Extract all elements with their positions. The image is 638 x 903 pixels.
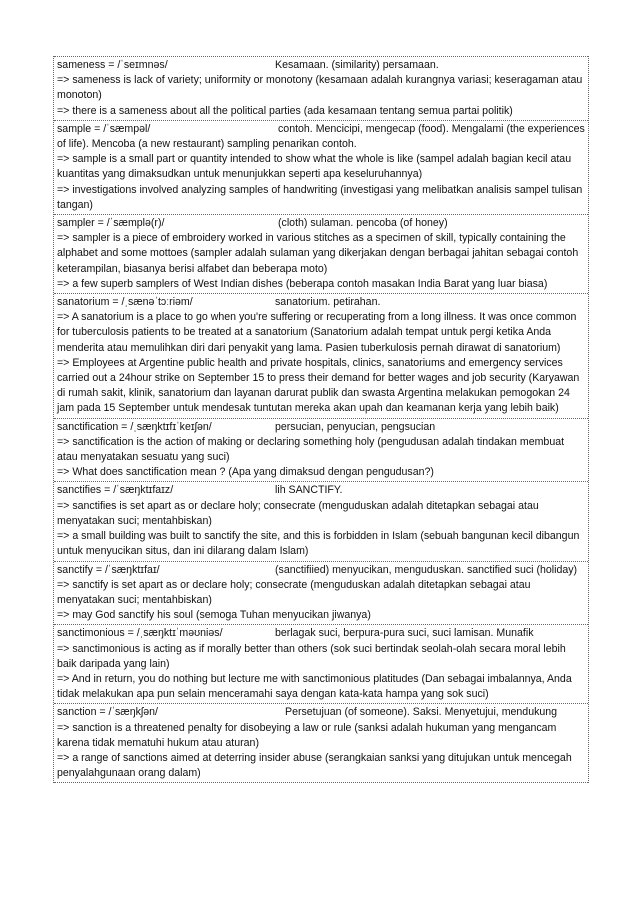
translation: sanatorium. petirahan. [275, 296, 381, 309]
example-line: => there is a sameness about all the political parties (ada kesamaan tentang semua partai politik) [57, 104, 513, 117]
headword-pronunciation: sample = /ˈsæmpəl/ [57, 122, 151, 135]
dictionary-entry [54, 703, 588, 783]
dictionary-entry [54, 56, 588, 120]
headword-pronunciation: sanctifies = /ˈsæŋktɪfaɪz/ [57, 484, 174, 497]
dictionary-entry [54, 293, 588, 418]
definition-line: => A sanatorium is a place to go when you're suffering or recuperating from a long illness. It was once common for tuberculosis patients to be treated at a sanatorium (Sanatorium adalah tempat untuk pergi ketika Anda menderita atau memulihkan diri dari penyakit yang lama. Pasien tuberkulosis pernah dirawat di sanatorium) [57, 311, 577, 354]
example-line: => Employees at Argentine public health and private hospitals, clinics, sanatoriums and emergency services carried out a 24hour strike on September 15 to press their demand for better wages and job security (Karyawan di rumah sakit, klinik, sanatorium dan layanan darurat publik dan swasta Argentina melakukan pemogokan 24 jam pada 15 September untuk mendesak tuntutan mereka akan upah dan keamanan kerja yang lebih baik) [57, 356, 580, 415]
entry-header [57, 626, 587, 641]
dictionary-entry [54, 214, 588, 293]
dictionary-entry [54, 561, 588, 625]
translation: persucian, penyucian, pengsucian [275, 420, 436, 433]
headword-pronunciation: sanctification = /ˌsæŋktɪfɪˈkeɪʃən/ [57, 420, 212, 433]
entry-header [57, 705, 587, 720]
dictionary-entry [54, 120, 588, 214]
definition-line: => sanctification is the action of making or declaring something holy (pengudusan adalah tindakan membuat atau menyatakan sesuatu yang suci) [57, 435, 565, 464]
dictionary-entry [54, 418, 588, 482]
definition-line: => sanction is a threatened penalty for disobeying a law or rule (sanksi adalah hukuman yang mengancam karena tidak mematuhi hukum atau aturan) [57, 721, 557, 749]
example-line: => investigations involved analyzing samples of handwriting (investigasi yang melibatkan analisis sampel tulisan tangan) [57, 183, 583, 211]
dictionary-entry [54, 481, 588, 560]
example-line: => a few superb samplers of West Indian dishes (beberapa contoh masakan India Barat yang luar biasa) [57, 277, 548, 290]
definition-line: => sanctify is set apart as or declare holy; consecrate (menguduskan adalah ditetapkan sebagai atau menyatakan suci; mentahbiskan) [57, 578, 531, 606]
translation: berlagak suci, berpura-pura suci, suci lamisan. Munafik [275, 627, 534, 640]
entry-header [57, 420, 587, 435]
headword-pronunciation: sanctify = /ˈsæŋktɪfaɪ/ [57, 563, 160, 576]
example-line: => may God sanctify his soul (semoga Tuhan menyucikan jiwanya) [57, 609, 371, 622]
definition-line: => sanctifies is set apart as or declare holy; consecrate (menguduskan adalah ditetapkan sebagai atau menyatakan suci; mentahbiskan) [57, 499, 539, 527]
entry-header [57, 295, 587, 310]
entry-header [57, 58, 587, 73]
entry-header [57, 216, 587, 231]
headword-pronunciation: sanctimonious = /ˌsæŋktɪˈməʊniəs/ [57, 627, 223, 640]
example-line: => a small building was built to sanctify the site, and this is forbidden in Islam (sebuah bangunan kecil dibangun untuk menyucikan situs, dan ini dilarang dalam Islam) [57, 530, 580, 558]
entry-header [57, 563, 587, 578]
translation: Kesamaan. (similarity) persamaan. [275, 59, 439, 71]
translation: contoh. Mencicipi, mengecap (food). Mengalami (the experiences of life). Mencoba (a new restaurant) sampling penarikan contoh. [57, 122, 585, 151]
headword-pronunciation: sanatorium = /ˌsænəˈtɔːriəm/ [57, 296, 193, 309]
example-line: => And in return, you do nothing but lecture me with sanctimonious platitudes (Dan sebagai imbalannya, Anda tidak melakukan apa pun selain menceramahi saya dengan kata-kata hampa yang sok suci) [57, 672, 572, 701]
translation: (cloth) sulaman. pencoba (of honey) [278, 217, 448, 230]
example-line: => a range of sanctions aimed at deterring insider abuse (serangkaian sanksi yang ditujukan untuk mencegah penyalahgunaan orang dalam) [57, 751, 572, 780]
headword-pronunciation: sanction = /ˈsæŋkʃən/ [57, 706, 158, 719]
definition-line: => sampler is a piece of embroidery worked in various stitches as a specimen of skill, typically containing the alphabet and some mottoes (sampler adalah sulaman yang dikerjakan dengan berbagai jahitan sebagai contoh keterampilan, biasanya berisi alfabet dan beberapa moto) [57, 232, 579, 275]
dictionary-page [53, 56, 589, 783]
translation: (sanctifiied) menyucikan, menguduskan. sanctified suci (holiday) [275, 563, 578, 576]
translation: Persetujuan (of someone). Saksi. Menyetujui, mendukung [285, 706, 558, 719]
translation: lih SANCTIFY. [275, 484, 343, 497]
entry-header [57, 483, 587, 498]
headword-pronunciation: sampler = /ˈsæmplə(r)/ [57, 217, 165, 230]
entry-header [57, 122, 587, 152]
headword-pronunciation: sameness = /ˈseɪmnəs/ [57, 59, 168, 71]
definition-line: => sample is a small part or quantity intended to show what the whole is like (sampel adalah bagian kecil atau kuantitas yang dimaksudkan untuk menunjukkan seperti apa keseluruhannya) [57, 153, 572, 181]
dictionary-entry [54, 624, 588, 703]
definition-line: => sameness is lack of variety; uniformity or monotony (kesamaan adalah kurangnya variasi; keseragaman atau monoton) [57, 74, 583, 102]
example-line: => What does sanctification mean ? (Apa yang dimaksud dengan pengudusan?) [57, 466, 434, 479]
definition-line: => sanctimonious is acting as if morally better than others (sok suci bertindak seolah-olah secara moral lebih baik daripada yang lain) [57, 642, 566, 670]
entry-list [54, 56, 588, 783]
